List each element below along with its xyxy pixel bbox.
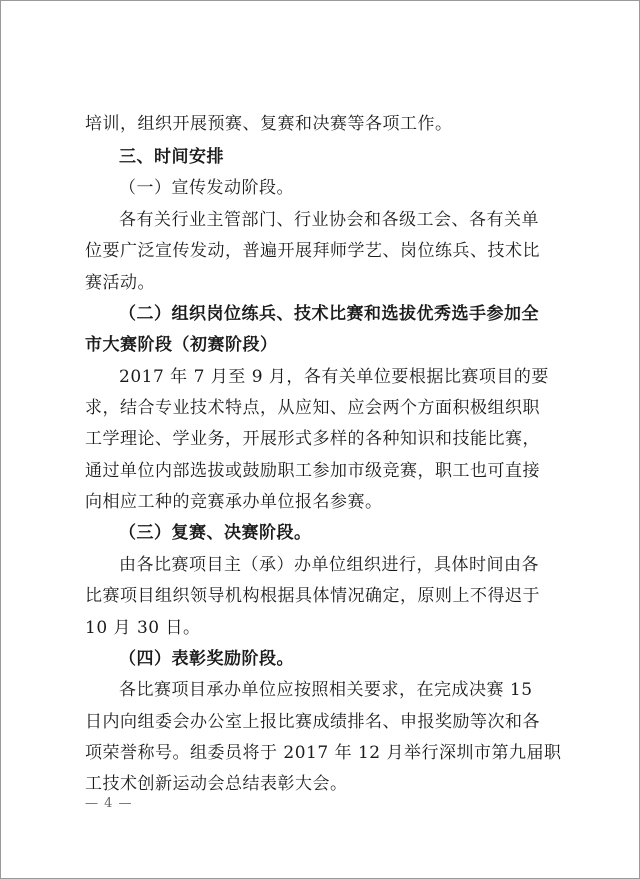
paragraph-line: 位要广泛宣传发动，普遍开展拜师学艺、岗位练兵、技术比	[85, 241, 540, 261]
subsection-heading: （三）复赛、决赛阶段。	[119, 523, 312, 543]
paragraph-line: 各有关行业主管部门、行业协会和各级工会、各有关单	[119, 210, 539, 230]
paragraph-line: 工学理论、学业务，开展形式多样的各种知识和技能比赛，	[85, 429, 540, 449]
subsection-heading: （二）组织岗位练兵、技术比赛和选拔优秀选手参加全	[119, 304, 539, 324]
section-heading: 三、时间安排	[119, 147, 224, 167]
paragraph-line: 各比赛项目承办单位应按照相关要求，在完成决赛 15	[119, 680, 533, 700]
subsection-heading: （一）宣传发动阶段。	[119, 178, 294, 198]
paragraph-line: 通过单位内部选拔或鼓励职工参加市级竞赛，职工也可直接	[85, 461, 540, 481]
paragraph-line: 赛活动。	[85, 273, 155, 293]
paragraph-line: 10 月 30 日。	[85, 618, 201, 638]
page-number: — 4 —	[85, 796, 133, 811]
paragraph-line: 求，结合专业技术特点，从应知、应会两个方面积极组织职	[85, 398, 540, 418]
paragraph-line: 培训，组织开展预赛、复赛和决赛等各项工作。	[85, 114, 453, 134]
subsection-heading: 市大赛阶段（初赛阶段）	[85, 335, 278, 355]
paragraph-line: 项荣誉称号。组委员将于 2017 年 12 月举行深圳市第九届职	[85, 743, 562, 763]
paragraph-line: 由各比赛项目主（承）办单位组织进行，具体时间由各	[119, 555, 539, 575]
paragraph-line: 工技术创新运动会总结表彰大会。	[85, 774, 348, 794]
paragraph-line: 向相应工种的竞赛承办单位报名参赛。	[85, 492, 383, 512]
paragraph-line: 比赛项目组织领导机构根据具体情况确定，原则上不得迟于	[85, 586, 540, 606]
subsection-heading: （四）表彰奖励阶段。	[119, 649, 294, 669]
paragraph-line: 2017 年 7 月至 9 月，各有关单位要根据比赛项目的要	[119, 367, 549, 387]
paragraph-line: 日内向组委会办公室上报比赛成绩排名、申报奖励等次和各	[85, 712, 540, 732]
